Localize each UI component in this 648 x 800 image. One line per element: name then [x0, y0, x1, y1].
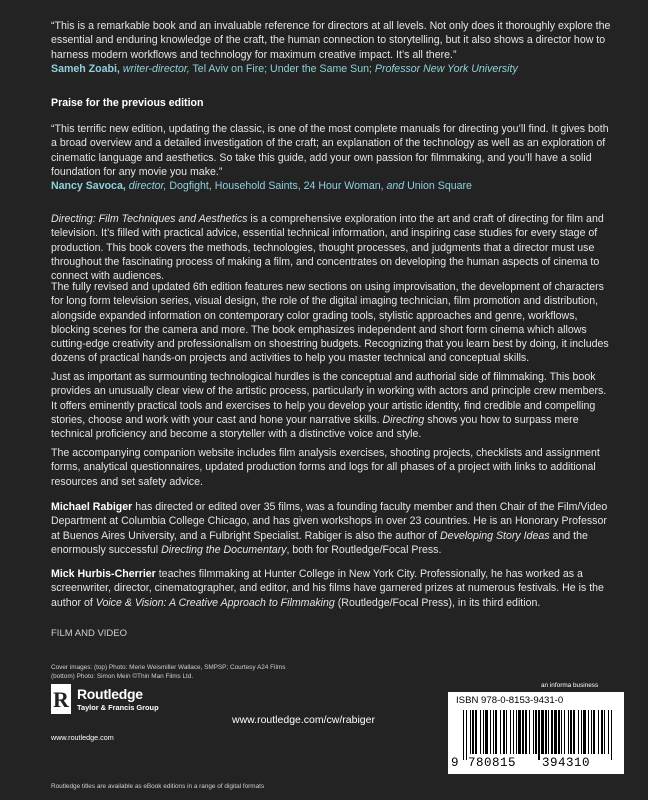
publisher-name: Routledge — [77, 686, 143, 702]
barcode-bar — [570, 710, 572, 754]
barcode-bar — [516, 710, 517, 754]
barcode-bar — [548, 710, 549, 754]
barcode-bar — [535, 710, 537, 754]
barcode-icon — [463, 710, 615, 760]
quote-2-credits: Dogfight, Household Saints, 24 Hour Woman, — [169, 180, 384, 193]
barcode-bar — [510, 710, 511, 754]
quote-2-credits-2: Union Square — [407, 180, 472, 193]
author-bio-1: Michael Rabiger has directed or edited over 35 films, was a founding faculty member and then Chair of the Film/Video Department at Columbia College Chicago, and has given workshops in over 23 countries. He is an Honorary Professor at Buenos Aires University, and a Fulbright Specialist. Rabiger is also the author of Developing Story Ideas and the enormously successful Directing the Documentary, both for Routledge/Focal Press. — [51, 501, 608, 556]
quote-1-credits: Tel Aviv on Fire; Under the Same Sun; — [192, 62, 372, 75]
barcode-bar — [475, 710, 477, 754]
book-title: Directing: Film Techniques and Aesthetics — [51, 213, 248, 225]
svg-text:R: R — [53, 687, 69, 712]
isbn-digit-group-2: 394310 — [542, 756, 591, 770]
publisher-url[interactable]: www.routledge.com — [51, 733, 114, 742]
barcode-bar — [573, 710, 575, 754]
quote-2-name: Nancy Savoca, — [51, 180, 126, 193]
barcode-bar — [611, 710, 612, 760]
ebook-note: Routledge titles are available as eBook editions in a range of digital formats — [51, 783, 265, 790]
description-paragraph-2: The fully revised and updated 6th edition features new sections on using improvisation, the development of characters for long form television series, visual design, the role of the digital imaging technician, film promotion and distribution, alongside expanded information on contemporary color grading tools, stylistic approaches and genre, workflows, blocking scenes for the camera and more. The book emphasizes independent and short form cinema which allows cutting-edge creativity and professionalism on shoestring budgets. Recognizing that you learn best by doing, it includes dozens of practical hands-on projects and activities to help you master technical and conceptual skills. — [51, 281, 609, 365]
barcode-bar — [485, 710, 488, 754]
isbn-label: ISBN 978-0-8153-9431-0 — [456, 695, 564, 706]
author-1-name: Michael Rabiger — [51, 501, 133, 513]
isbn-digit-group-1: 780815 — [468, 756, 517, 770]
barcode-bar — [480, 710, 481, 754]
informa-label: an informa business — [541, 682, 599, 689]
barcode-bar — [472, 710, 474, 754]
description-paragraph-1: Directing: Film Techniques and Aesthetics is a comprehensive exploration into the art and craft of directing for film and television. It’s filled with practical advice, essential technical information, and inspiring case studies for every stage of production. This book covers the methods, technologies, thought processes, and judgments that a director must use throughout the fascinating process of making a film, and concentrates on developing the human aspects of cinema to connect with audiences. — [51, 213, 604, 283]
barcode-bar — [581, 710, 582, 754]
barcode-bar — [591, 710, 592, 754]
barcode-bar — [463, 710, 464, 760]
barcode-bar — [578, 710, 579, 754]
isbn-digit-lead: 9 — [451, 756, 459, 770]
barcode-bar — [503, 710, 505, 754]
quote-1-affiliation: Professor New York University — [374, 62, 518, 75]
barcode-bar — [568, 710, 569, 754]
barcode-bar — [564, 710, 565, 754]
barcode-bar — [470, 710, 471, 754]
barcode-bar — [551, 710, 553, 754]
barcode-bar — [558, 710, 560, 754]
category-label: FILM AND VIDEO — [51, 628, 128, 639]
review-quote-1 — [51, 19, 611, 76]
barcode-bar — [561, 710, 562, 754]
barcode-bar — [466, 710, 467, 760]
barcode-bar — [506, 710, 507, 754]
barcode-bar — [541, 710, 544, 754]
barcode-bar — [525, 710, 527, 754]
praise-heading: Praise for the previous edition — [51, 97, 204, 109]
quote-1-name: Sameh Zoabi, — [51, 62, 120, 75]
publisher-group: Taylor & Francis Group — [77, 703, 159, 712]
barcode-bar — [604, 710, 605, 754]
cover-credits: Cover images: (top) Photo: Merie Weismiller Wallace, SMPSP; Courtesy A24 Films (bottom) Photo: Simon Mein ©Thin Man Films Ltd. — [51, 664, 286, 680]
author-bio-2: Mick Hurbis-Cherrier teaches filmmaking at Hunter College in New York City. Professionally, he has worked as a screenwriter, director, cinematographer, and editor, and his films have garnered prizes at numerous festivals. He is the author of Voice & Vision: A Creative Approach to Filmmaking (Routledge/Focal Press), in its third edition. — [51, 568, 604, 609]
barcode-bar — [593, 710, 595, 754]
routledge-logo-icon — [51, 684, 71, 714]
quote-2-text: “This terrific new edition, updating the classic, is one of the most complete manuals for directing you’ll find. It gives both a broad overview and a detailed investigation of the craft; an explanation of the technology as well as an exploration of cinematic language and aesthetics. So take this guide, add your own passion for filmmaking, and you’ll have a solid foundation for any movie you make.” — [51, 123, 609, 178]
barcode-bar — [538, 710, 540, 760]
barcode-bar — [493, 710, 494, 754]
description-paragraph-4: The accompanying companion website includes film analysis exercises, shooting projects, checklists and assignment forms, analytical questionnaires, updated production forms and logs for all phases of a project with links to additional resources and set safety advice. — [51, 447, 600, 488]
barcode-bar — [483, 710, 484, 754]
quote-2-role: director, — [128, 180, 167, 193]
barcode-bar — [490, 710, 491, 754]
author-2-name: Mick Hurbis-Cherrier — [51, 568, 156, 580]
barcode-bar — [513, 710, 514, 754]
companion-website-url[interactable]: www.routledge.com/cw/rabiger — [232, 714, 375, 726]
description-paragraph-3: Just as important as surmounting technological hurdles is the conceptual and authorial side of filmmaking. This book provides an unusually clear view of the artistic process, particularly in working with actors and principle crew members. It offers eminently practical tools and exercises to help you develop your artistic identity, find credible and compelling stories, choose and work with your cast and hone your narrative skills. Directing shows you how to surpass mere technical proficiency and become a storyteller with a distinctive voice and style. — [51, 371, 607, 441]
barcode-bar — [533, 710, 534, 754]
review-quote-2 — [51, 122, 611, 193]
barcode-bar — [495, 710, 497, 754]
barcode-bar — [545, 710, 547, 754]
barcode-bar — [500, 710, 501, 754]
barcode-bar — [554, 710, 557, 754]
barcode-bar — [522, 710, 524, 754]
barcode-bar — [588, 710, 589, 754]
barcode-bar — [598, 710, 599, 754]
barcode-bar — [583, 710, 586, 754]
barcode-bar — [608, 710, 609, 754]
barcode-bar — [601, 710, 603, 754]
quote-1-text: “This is a remarkable book and an invaluable reference for directors at all levels. Not only does it thoroughly explore the essential and enduring knowledge of the craft, the human connection to storytelling, but it also shows a director how to harness modern workflows and technology for maximum creative impact. It’s all there.” — [51, 20, 611, 61]
quote-1-role: writer-director, — [122, 62, 190, 75]
quote-2-and: and — [386, 180, 405, 193]
barcode-bar — [529, 710, 530, 754]
barcode-panel — [448, 692, 624, 774]
barcode-bar — [518, 710, 521, 754]
